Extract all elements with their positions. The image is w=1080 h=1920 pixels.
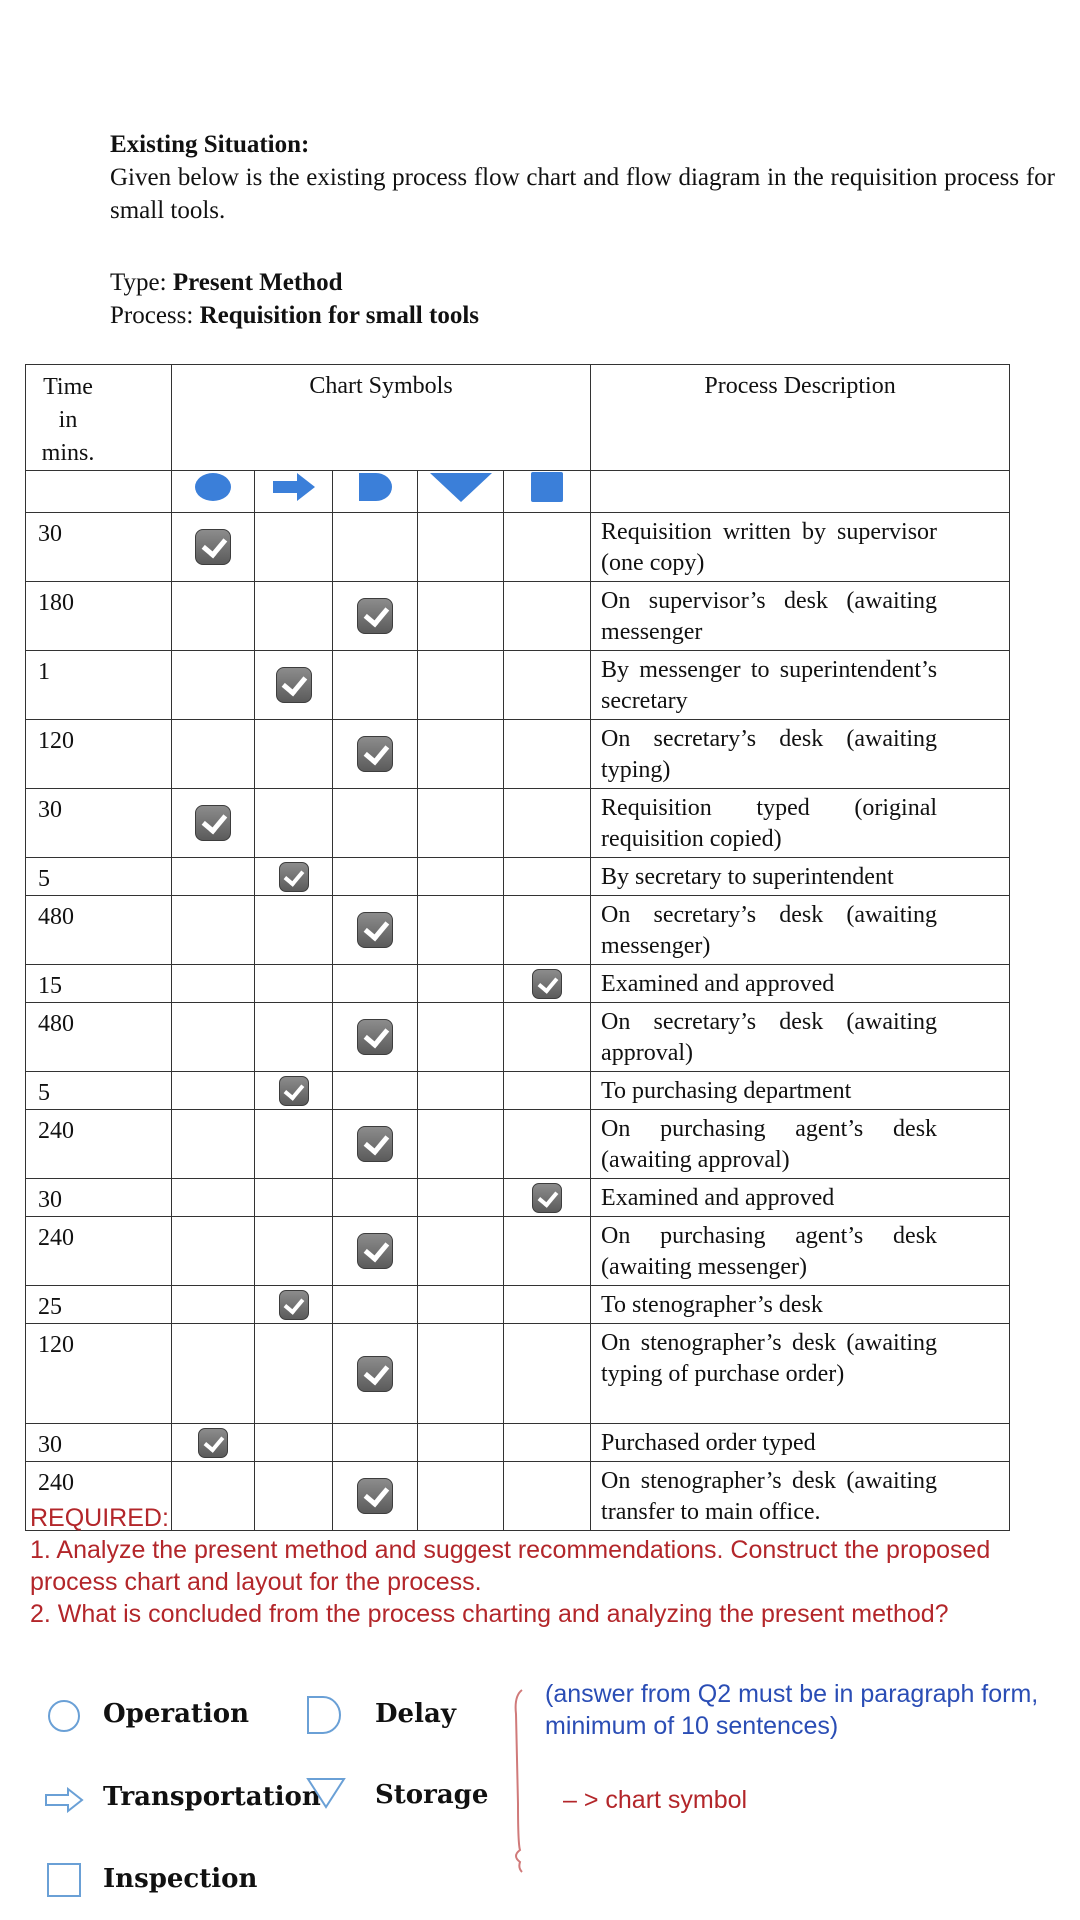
symbol-cell [255, 720, 333, 789]
process-description-cell: By secretary to superintendent [591, 858, 1010, 896]
checkmark-icon [532, 1183, 562, 1213]
symbol-cell [255, 582, 333, 651]
symbol-cell [255, 1217, 333, 1286]
symbol-cell [418, 896, 504, 965]
time-cell: 120 [26, 1324, 172, 1424]
symbol-cell [333, 1286, 418, 1324]
symbol-cell [504, 789, 591, 858]
table-row [26, 858, 1010, 896]
time-cell: 1 [26, 651, 172, 720]
time-cell: 5 [26, 1072, 172, 1110]
symbol-cell [255, 1072, 333, 1110]
symbol-row-blank [26, 471, 172, 513]
chart-symbol-note: – > chart symbol [563, 1786, 748, 1814]
process-meta [110, 266, 479, 332]
transportation-arrow-icon [255, 471, 333, 513]
symbol-header-row [26, 471, 1010, 513]
time-cell: 480 [26, 896, 172, 965]
time-cell: 30 [26, 1179, 172, 1217]
process-value: Requisition for small tools [199, 302, 479, 329]
checkmark-icon [532, 969, 562, 999]
required-section [30, 1502, 1060, 1630]
symbol-cell [504, 1179, 591, 1217]
symbol-cell [333, 1072, 418, 1110]
legend-delay-label: Delay [375, 1699, 456, 1729]
answer-note: (answer from Q2 must be in paragraph form, minimum of 10 sentences) [545, 1680, 1039, 1740]
symbol-cell [418, 582, 504, 651]
process-description-cell: On supervisor’s desk (awaiting messenger [591, 582, 1010, 651]
table-row [26, 1324, 1010, 1424]
required-title: REQUIRED: [30, 1504, 169, 1532]
process-description-cell: On purchasing agent’s desk (awaiting approval) [591, 1110, 1010, 1179]
checkmark-icon [357, 1126, 393, 1162]
symbol-cell [255, 1003, 333, 1072]
symbol-cell [418, 720, 504, 789]
symbol-cell [172, 513, 255, 582]
table-row [26, 789, 1010, 858]
table-row [26, 513, 1010, 582]
checkmark-icon [357, 1019, 393, 1055]
symbol-cell [333, 1217, 418, 1286]
process-description-cell: On secretary’s desk (awaiting messenger) [591, 896, 1010, 965]
table-row [26, 720, 1010, 789]
symbol-cell [172, 965, 255, 1003]
process-chart-table [25, 364, 1010, 1531]
symbol-cell [172, 1110, 255, 1179]
symbol-cell [172, 651, 255, 720]
symbol-cell [172, 896, 255, 965]
storage-triangle-icon [418, 471, 504, 513]
symbol-cell [172, 1286, 255, 1324]
symbol-cell [172, 1324, 255, 1424]
process-description-cell: Examined and approved [591, 1179, 1010, 1217]
symbol-cell [333, 651, 418, 720]
header-process-description: Process Description [591, 365, 1010, 471]
symbol-cell [418, 513, 504, 582]
checkmark-icon [357, 912, 393, 948]
symbol-cell [418, 651, 504, 720]
process-description-cell: On secretary’s desk (awaiting approval) [591, 1003, 1010, 1072]
checkmark-icon [279, 1076, 309, 1106]
symbol-cell [172, 789, 255, 858]
time-cell: 5 [26, 858, 172, 896]
checkmark-icon [357, 598, 393, 634]
symbol-cell [418, 1179, 504, 1217]
symbol-cell [333, 858, 418, 896]
table-row [26, 651, 1010, 720]
symbol-cell [504, 1424, 591, 1462]
symbol-cell [255, 896, 333, 965]
checkmark-icon [198, 1428, 228, 1458]
time-cell: 240 [26, 1462, 172, 1531]
symbol-cell [418, 1110, 504, 1179]
checkmark-icon [357, 1233, 393, 1269]
table-row [26, 965, 1010, 1003]
legend-operation-label: Operation [103, 1699, 250, 1729]
process-description-cell: On secretary’s desk (awaiting typing) [591, 720, 1010, 789]
time-cell: 30 [26, 789, 172, 858]
checkmark-icon [195, 805, 231, 841]
process-description-cell: By messenger to superintendent’s secretary [591, 651, 1010, 720]
symbol-cell [504, 1003, 591, 1072]
symbol-cell [504, 720, 591, 789]
inspection-square-icon [504, 471, 591, 513]
checkmark-icon [279, 1290, 309, 1320]
intro-section [110, 128, 1055, 227]
symbol-cell [333, 1003, 418, 1072]
symbol-cell [333, 965, 418, 1003]
symbol-cell [255, 1179, 333, 1217]
process-description-cell: Examined and approved [591, 965, 1010, 1003]
operation-circle-icon [172, 471, 255, 513]
table-row [26, 1110, 1010, 1179]
symbol-cell [504, 1286, 591, 1324]
process-line [110, 299, 479, 332]
table-row [26, 1286, 1010, 1324]
symbol-cell [504, 1110, 591, 1179]
symbol-cell [172, 1424, 255, 1462]
legend-storage-icon [306, 1776, 346, 1810]
time-cell: 480 [26, 1003, 172, 1072]
symbol-cell [172, 1072, 255, 1110]
process-description-cell: To purchasing department [591, 1072, 1010, 1110]
symbol-cell [172, 1003, 255, 1072]
symbol-cell [255, 1324, 333, 1424]
process-description-cell: Requisition typed (original requisition copied) [591, 789, 1010, 858]
required-item-2: 2. What is concluded from the process charting and analyzing the present method? [30, 1600, 949, 1628]
process-description-cell: On stenographer’s desk (awaiting transfer to main office. [591, 1462, 1010, 1531]
curly-bracket-icon [508, 1684, 532, 1874]
process-description-cell: Requisition written by supervisor (one copy) [591, 513, 1010, 582]
symbol-cell [255, 1424, 333, 1462]
type-label: Type: [110, 269, 173, 296]
legend-inspection-icon [46, 1862, 82, 1898]
symbol-cell [504, 858, 591, 896]
process-description-cell: On purchasing agent’s desk (awaiting messenger) [591, 1217, 1010, 1286]
symbol-cell [172, 858, 255, 896]
symbol-cell [172, 1179, 255, 1217]
symbol-row-blank-desc [591, 471, 1010, 513]
symbol-cell [333, 513, 418, 582]
symbol-cell [333, 1324, 418, 1424]
symbol-cell [333, 896, 418, 965]
symbol-cell [504, 965, 591, 1003]
symbol-cell [504, 1324, 591, 1424]
process-description-cell: To stenographer’s desk [591, 1286, 1010, 1324]
symbol-cell [333, 1110, 418, 1179]
symbol-cell [255, 1286, 333, 1324]
symbol-cell [418, 1217, 504, 1286]
checkmark-icon [195, 529, 231, 565]
symbol-cell [504, 651, 591, 720]
symbol-cell [255, 858, 333, 896]
symbol-cell [504, 1072, 591, 1110]
symbol-cell [418, 1286, 504, 1324]
header-time: Time in mins. [26, 365, 172, 471]
process-label: Process: [110, 302, 200, 329]
legend-storage-label: Storage [375, 1780, 489, 1810]
symbol-cell [418, 789, 504, 858]
table-row [26, 1179, 1010, 1217]
table-row [26, 1217, 1010, 1286]
symbol-cell [255, 513, 333, 582]
symbol-cell [504, 896, 591, 965]
symbol-cell [418, 1003, 504, 1072]
delay-d-icon [333, 471, 418, 513]
process-description-cell: On stenographer’s desk (awaiting typing of purchase order) [591, 1324, 1010, 1424]
symbol-cell [333, 720, 418, 789]
time-cell: 180 [26, 582, 172, 651]
symbol-cell [504, 582, 591, 651]
symbol-cell [504, 1217, 591, 1286]
symbol-cell [418, 1324, 504, 1424]
section-heading: Existing Situation: [110, 131, 310, 158]
symbol-cell [172, 720, 255, 789]
checkmark-icon [357, 736, 393, 772]
time-cell: 25 [26, 1286, 172, 1324]
table-row [26, 1072, 1010, 1110]
checkmark-icon [357, 1356, 393, 1392]
symbol-cell [418, 965, 504, 1003]
symbol-cell [418, 1424, 504, 1462]
time-cell: 120 [26, 720, 172, 789]
time-cell: 240 [26, 1110, 172, 1179]
symbol-cell [504, 513, 591, 582]
checkmark-icon [276, 667, 312, 703]
header-chart-symbols: Chart Symbols [172, 365, 591, 471]
time-cell: 15 [26, 965, 172, 1003]
legend-transportation-icon [44, 1787, 84, 1813]
symbol-cell [333, 582, 418, 651]
symbol-cell [255, 1110, 333, 1179]
required-item-1: 1. Analyze the present method and suggest recommendations. Construct the proposed process chart and layout for the process. [30, 1536, 991, 1596]
table-row [26, 1003, 1010, 1072]
table-row [26, 1424, 1010, 1462]
symbol-cell [333, 1179, 418, 1217]
symbol-cell [172, 582, 255, 651]
symbol-cell [333, 1424, 418, 1462]
legend-transportation-label: Transportation [103, 1782, 321, 1812]
process-description-cell: Purchased order typed [591, 1424, 1010, 1462]
table-row [26, 582, 1010, 651]
legend-delay-icon [305, 1694, 345, 1736]
intro-paragraph: Given below is the existing process flow chart and flow diagram in the requisition process for small tools. [110, 164, 1055, 224]
symbol-cell [255, 965, 333, 1003]
table-row [26, 896, 1010, 965]
symbol-cell [172, 1217, 255, 1286]
type-line [110, 266, 479, 299]
legend-operation-icon [46, 1698, 82, 1734]
symbol-cell [418, 1072, 504, 1110]
type-value: Present Method [172, 269, 343, 296]
checkmark-icon [279, 862, 309, 892]
time-cell: 240 [26, 1217, 172, 1286]
time-cell: 30 [26, 513, 172, 582]
legend-inspection-label: Inspection [103, 1864, 258, 1894]
symbol-cell [255, 651, 333, 720]
time-cell: 30 [26, 1424, 172, 1462]
symbol-cell [418, 858, 504, 896]
symbol-cell [333, 789, 418, 858]
symbol-cell [255, 789, 333, 858]
